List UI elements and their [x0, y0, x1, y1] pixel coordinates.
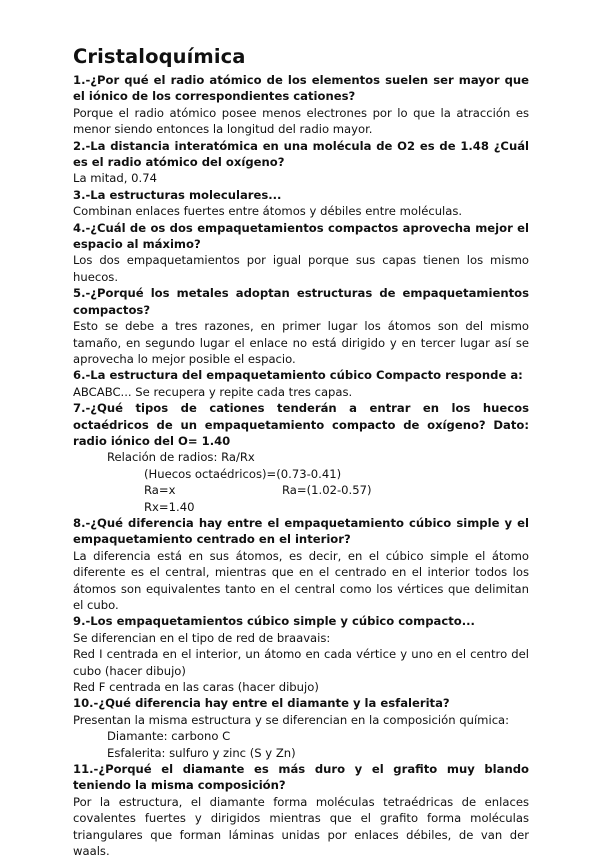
- question-4: 4.-¿Cuál de os dos empaquetamientos compactos aprovecha mejor el espacio al máximo?: [73, 220, 529, 252]
- question-7: 7.-¿Qué tipos de cationes tenderán a entrar en los huecos octaédricos de un empaquetamiento compacto de oxígeno? Dato: radio iónico del O= 1.40: [73, 401, 529, 448]
- ratio-label: Relación de radios: Ra/Rx: [107, 450, 255, 465]
- answer-1: Porque el radio atómico posee menos electrones por lo que la atracción es menor siendo entonces la longitud del radio mayor.: [73, 105, 529, 137]
- answer-2: La mitad, 0.74: [73, 171, 157, 186]
- answer-6: ABCABC... Se recupera y repite cada tres capas.: [73, 384, 353, 399]
- page-title: Cristaloquímica: [73, 45, 246, 68]
- answer-5: Esto se debe a tres razones, en primer lugar los átomos son del mismo tamaño, en segundo lugar el enlace no está dirigido y en tercer lugar así se aprovecha lo mejor posible el espacio.: [73, 319, 529, 366]
- question-3: 3.-La estructuras moleculares...: [73, 187, 282, 202]
- ra-range: Ra=(1.02-0.57): [282, 483, 372, 498]
- ratio-row: [73, 482, 529, 498]
- question-5: 5.-¿Porqué los metales adoptan estructuras de empaquetamientos compactos?: [73, 286, 529, 317]
- huecos-octaedricos: (Huecos octaédricos)=(0.73-0.41): [144, 466, 342, 481]
- answer-11: Por la estructura, el diamante forma moléculas tetraédricas de enlaces covalentes fuertes y dirigidos mientras que el grafito forma moléculas triangulares que forman láminas unidas por enlaces débiles, de van der waals.: [73, 794, 529, 859]
- esfalerita-line: Esfalerita: sulfuro y zinc (S y Zn): [107, 745, 296, 760]
- answer-4: Los dos empaquetamientos por igual porque sus capas tienen los mismo huecos.: [73, 253, 529, 284]
- answer-3: Combinan enlaces fuertes entre átomos y débiles entre moléculas.: [73, 204, 463, 219]
- question-9: 9.-Los empaquetamientos cúbico simple y cúbico compacto...: [73, 614, 475, 629]
- answer-8: La diferencia está en sus átomos, es decir, en el cúbico simple el átomo diferente es el central, mientras que en el centrado en el interior todos los átomos son equivalentes tanto en el central como los vértices que delimitan el cubo.: [73, 548, 529, 612]
- question-6: 6.-La estructura del empaquetamiento cúbico Compacto responde a:: [73, 368, 523, 383]
- document-page: [73, 44, 529, 860]
- ra-x: Ra=x: [144, 483, 176, 498]
- answer-10: Presentan la misma estructura y se diferencian en la composición química:: [73, 712, 510, 727]
- answer-9-intro: Se diferencian en el tipo de red de braavais:: [73, 630, 331, 645]
- question-2: 2.-La distancia interatómica en una molécula de O2 es de 1.48 ¿Cuál es el radio atómico del oxígeno?: [73, 138, 529, 170]
- answer-9-red-i: Red I centrada en el interior, un átomo en cada vértice y uno en el centro del cubo (hacer dibujo): [73, 647, 529, 678]
- question-8: 8.-¿Qué diferencia hay entre el empaquetamiento cúbico simple y el empaquetamiento centrado en el interior?: [73, 515, 529, 547]
- rx-value: Rx=1.40: [144, 499, 195, 514]
- question-11: 11.-¿Porqué el diamante es más duro y el grafito muy blando teniendo la misma composición?: [73, 762, 529, 793]
- diamante-line: Diamante: carbono C: [107, 729, 231, 744]
- question-1: 1.-¿Por qué el radio atómico de los elementos suelen ser mayor que el iónico de los correspondientes cationes?: [73, 73, 529, 104]
- answer-9-red-f: Red F centrada en las caras (hacer dibujo): [73, 680, 319, 695]
- question-10: 10.-¿Qué diferencia hay entre el diamante y la esfalerita?: [73, 696, 450, 711]
